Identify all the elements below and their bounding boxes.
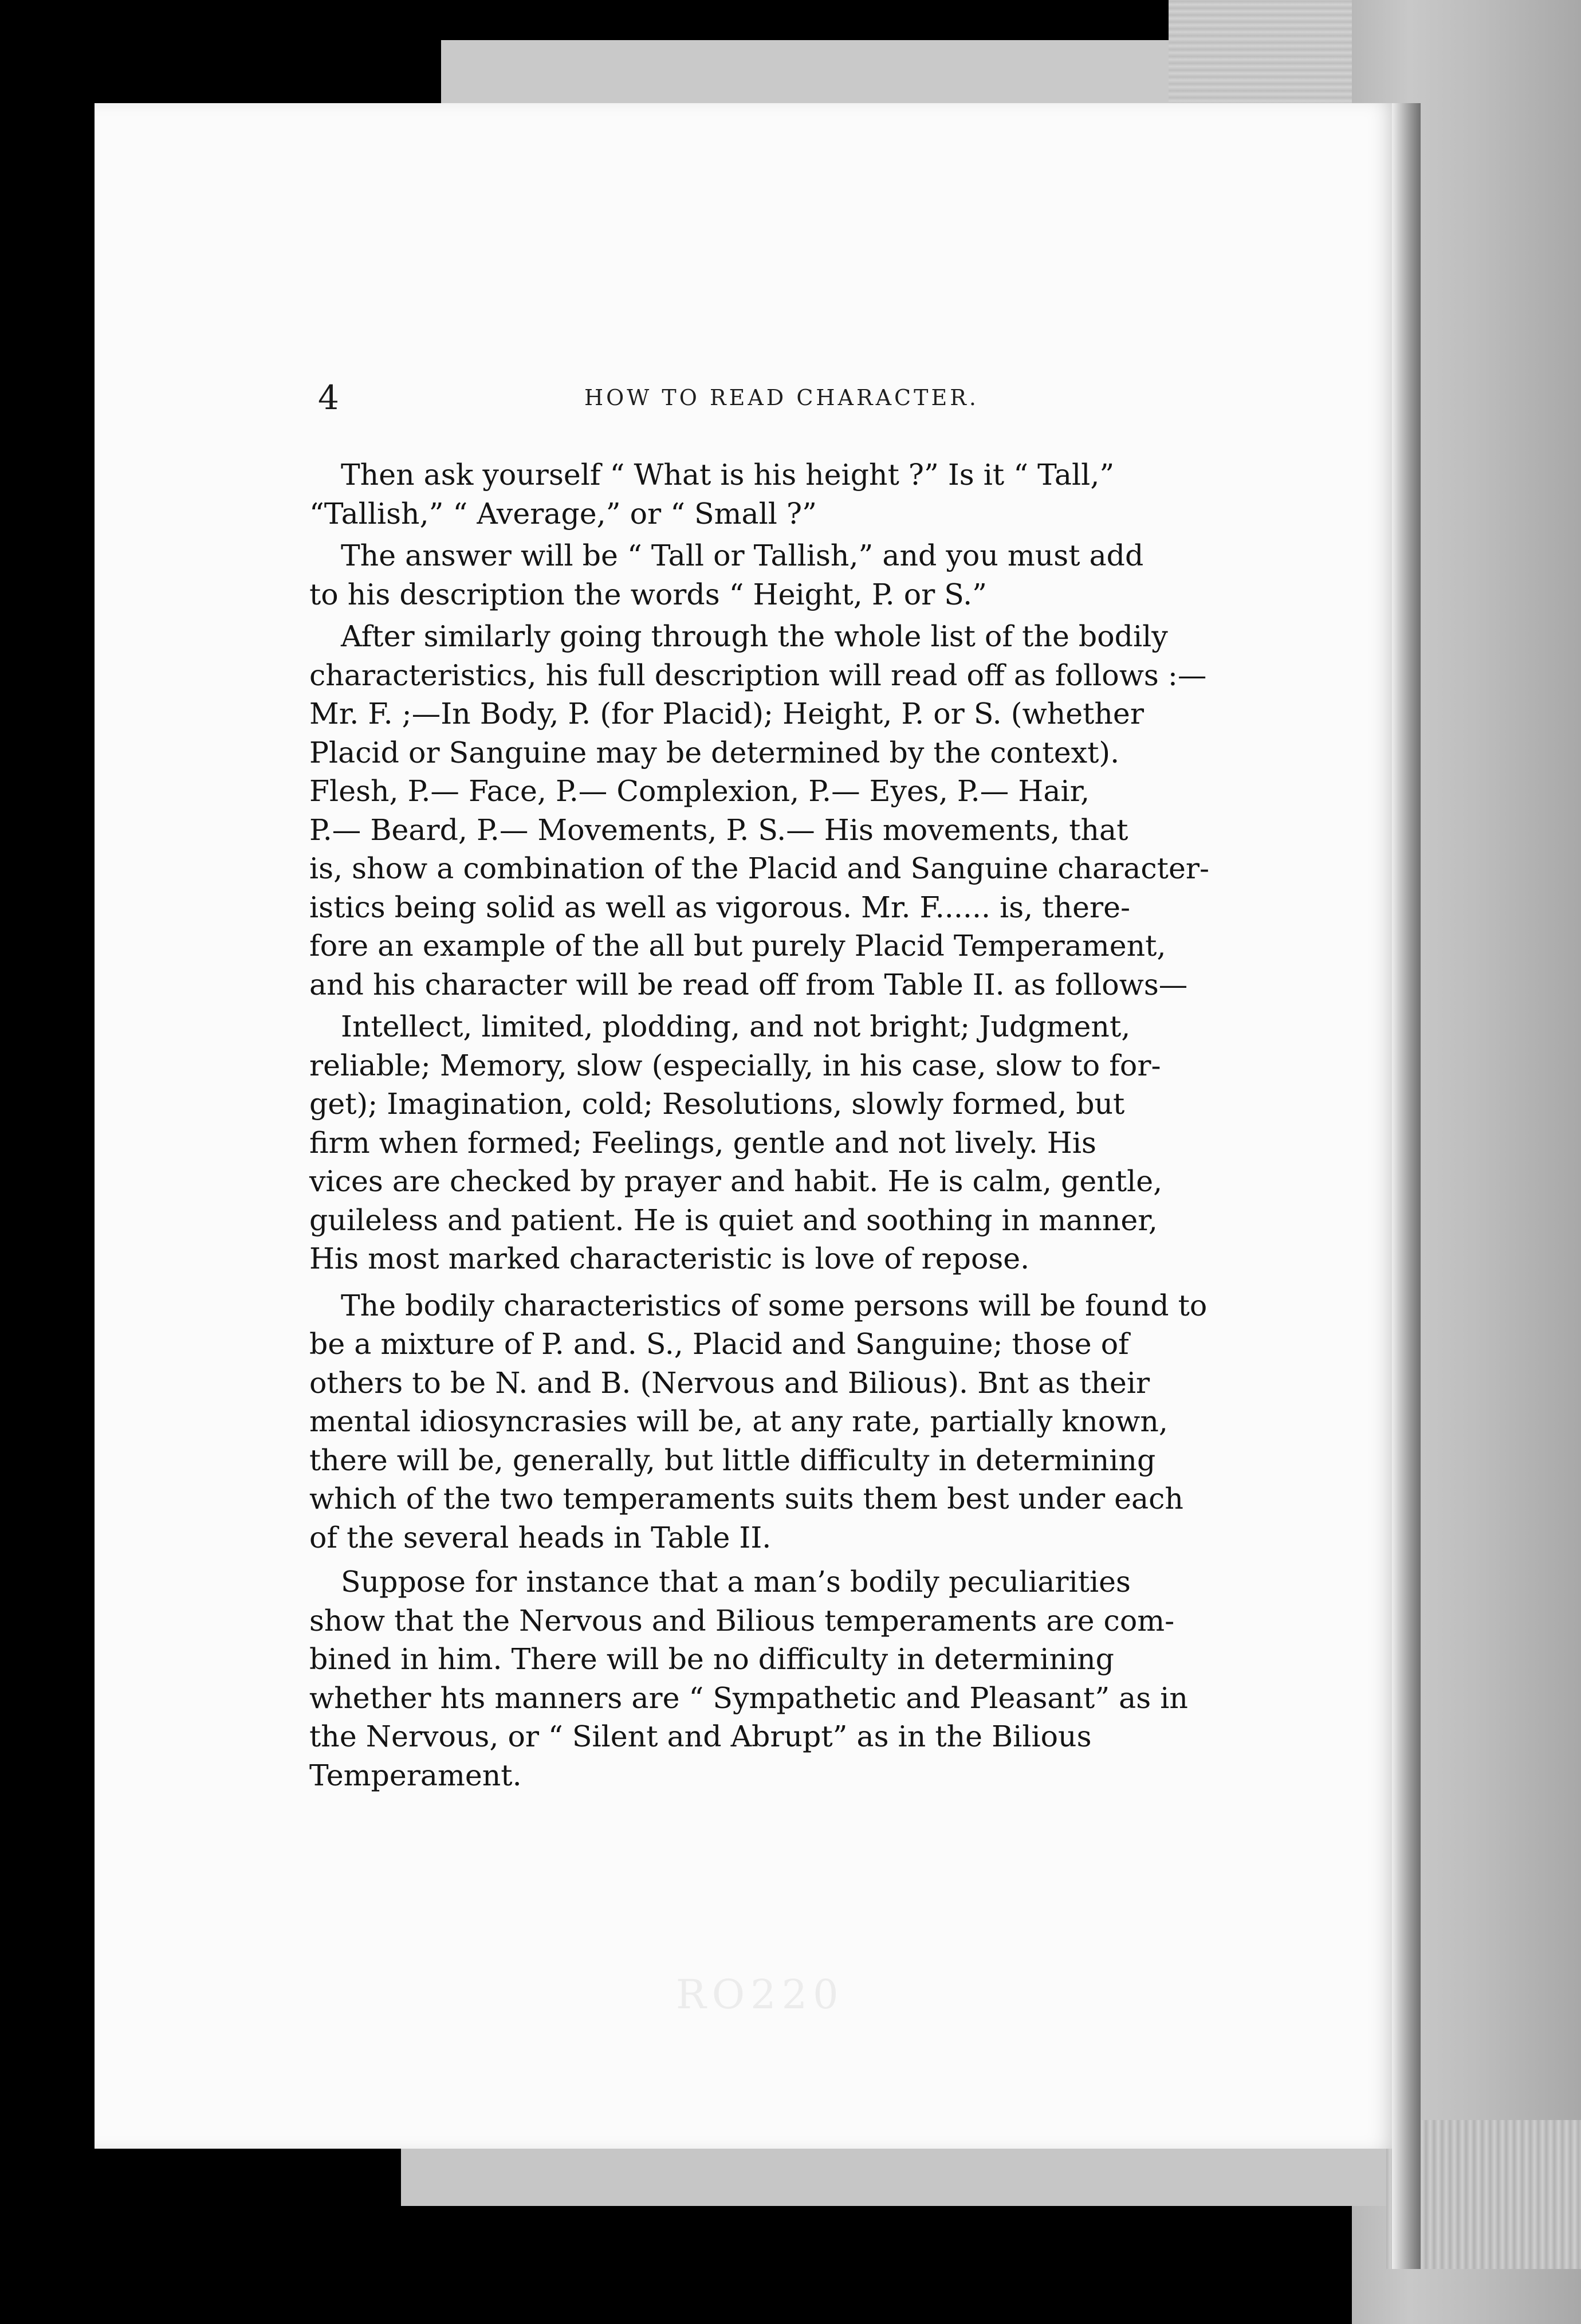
text-line: guileless and patient. He is quiet and soothing in manner,: [309, 1203, 1158, 1237]
text-line: show that the Nervous and Bilious temperaments are com-: [309, 1603, 1175, 1638]
text-line: istics being solid as well as vigorous. Mr. F...... is, there-: [309, 890, 1131, 924]
text-line: His most marked characteristic is love of repose.: [309, 1242, 1030, 1275]
text-line: and his character will be read off from Table II. as follows—: [309, 967, 1188, 1002]
paragraph-4: [309, 1007, 1220, 1278]
text-line: characteristics, his full description will read off as follows :—: [309, 658, 1207, 692]
text-line: Placid or Sanguine may be determined by the context).: [309, 735, 1120, 770]
paragraph-2: [309, 536, 1220, 614]
text-line: fore an example of the all but purely Placid Temperament,: [309, 929, 1166, 963]
text-line: the Nervous, or “ Silent and Abrupt” as in the Bilious: [309, 1720, 1092, 1753]
text-line: firm when formed; Feelings, gentle and not lively. His: [309, 1125, 1096, 1160]
text-line: reliable; Memory, slow (especially, in his case, slow to for-: [309, 1048, 1161, 1082]
text-line: Flesh, P.— Face, P.— Complexion, P.— Eyes, P.— Hair,: [309, 774, 1090, 808]
text-line: The answer will be “ Tall or Tallish,” and you must add: [341, 539, 1144, 572]
paragraph-3: [309, 617, 1220, 1004]
text-line: After similarly going through the whole list of the bodily: [341, 619, 1168, 653]
text-line: there will be, generally, but little difficulty in determining: [309, 1443, 1156, 1477]
text-line: [309, 456, 1220, 494]
text-line: others to be N. and B. (Nervous and Bilious). Bnt as their: [309, 1365, 1150, 1400]
text-line: mental idiosyncrasies will be, at any rate, partially known,: [309, 1404, 1168, 1438]
text-line: vices are checked by prayer and habit. He is calm, gentle,: [309, 1164, 1163, 1198]
paragraph-6: [309, 1563, 1220, 1795]
text-line: whether hts manners are “ Sympathetic and Pleasant” as in: [309, 1681, 1188, 1715]
running-head: HOW TO READ CHARACTER.: [584, 385, 979, 410]
text-line: to his description the words “ Height, P. or S.”: [309, 577, 987, 611]
text-line: bined in him. There will be no difficulty in determining: [309, 1642, 1114, 1676]
text-line: Mr. F. ;—In Body, P. (for Placid); Height, P. or S. (whether: [309, 697, 1144, 731]
text-line: “Tallish,” “ Average,” or “ Small ?”: [309, 496, 817, 531]
paragraph-1: [309, 456, 1220, 533]
text-line: which of the two temperaments suits them best under each: [309, 1482, 1183, 1516]
text-line: is, show a combination of the Placid and Sanguine character-: [309, 851, 1210, 885]
text-line: of the several heads in Table II.: [309, 1520, 772, 1554]
page-torn-edge: [1392, 103, 1421, 2269]
text-line: The bodily characteristics of some persons will be found to: [341, 1288, 1208, 1322]
text-line: Suppose for instance that a man’s bodily peculiarities: [341, 1565, 1131, 1599]
text-line-content: Then ask yourself “ What is his height ?” Is it “ Tall,”: [341, 458, 1115, 492]
text-line: Temperament.: [309, 1758, 522, 1792]
text-line: P.— Beard, P.— Movements, P. S.— His movements, that: [309, 812, 1128, 847]
text-line: Intellect, limited, plodding, and not bright; Judgment,: [341, 1010, 1131, 1043]
body-text: [309, 456, 1220, 1798]
bleed-through-mark: RO220: [676, 1971, 844, 2018]
text-line: get); Imagination, cold; Resolutions, slowly formed, but: [309, 1087, 1125, 1121]
paragraph-5: [309, 1286, 1220, 1557]
text-line: be a mixture of P. and. S., Placid and Sanguine; those of: [309, 1327, 1129, 1361]
page-number: 4: [318, 378, 339, 417]
